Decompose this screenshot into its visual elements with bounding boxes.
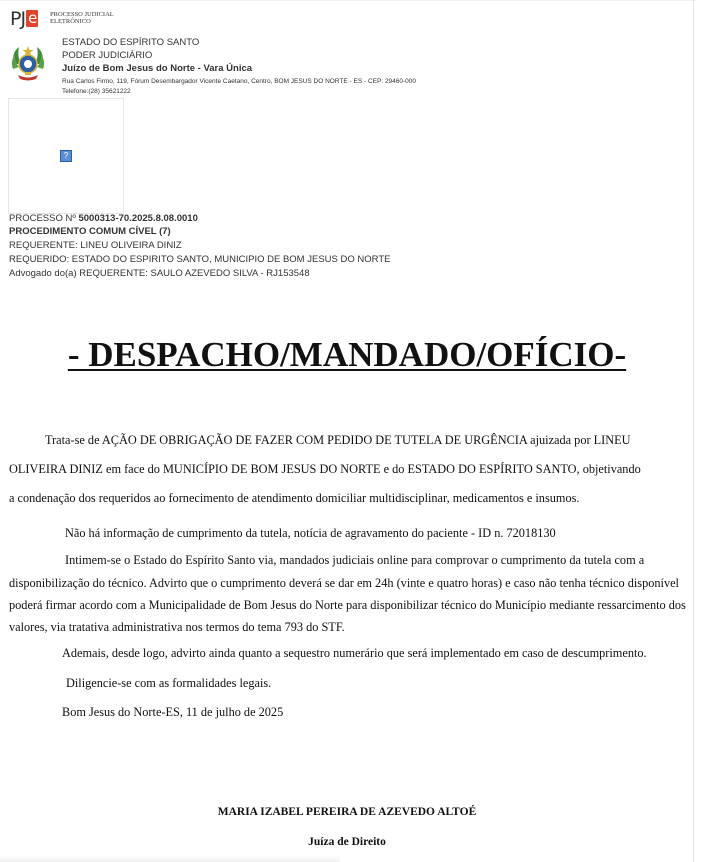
paragraph-2: Não há informação de cumprimento da tutela, notícia de agravamento do paciente - ID n. 72018130 <box>65 526 556 540</box>
place-date: Bom Jesus do Norte-ES, 11 de julho de 2025 <box>62 705 284 719</box>
process-type: PROCEDIMENTO COMUM CÍVEL (7) <box>9 226 171 237</box>
paragraph-1-line-1: Trata-se de AÇÃO DE OBRIGAÇÃO DE FAZER COM PEDIDO DE TUTELA DE URGÊNCIA ajuizada por LINEU <box>45 433 631 447</box>
header-power: PODER JUDICIÁRIO <box>62 50 153 61</box>
pje-subtitle-line2: ELETRÔNICO <box>50 18 91 25</box>
document-title-text: - DESPACHO/MANDADO/OFÍCIO- <box>67 335 627 374</box>
header-court: Juízo de Bom Jesus do Norte - Vara Única <box>62 63 253 74</box>
broken-image-icon: ? <box>60 150 72 162</box>
pje-subtitle-line1: PROCESSO JUDICIAL <box>50 11 114 18</box>
coat-of-arms-icon <box>9 43 47 83</box>
pje-logo <box>10 9 38 29</box>
pje-logo-subtitle <box>50 11 114 25</box>
paragraph-3-line-4: valores, via tratativa administrativa nos termos do tema 793 do STF. <box>9 620 345 634</box>
pje-logo-e: e <box>28 9 37 27</box>
process-requerido: REQUERIDO: ESTADO DO ESPIRITO SANTO, MUNICIPIO DE BOM JESUS DO NORTE <box>9 254 391 265</box>
header-phone: Telefone:(28) 35621222 <box>62 88 131 95</box>
paragraph-1-line-2: OLIVEIRA DINIZ em face do MUNICÍPIO DE BOM JESUS DO NORTE e do ESTADO DO ESPÍRITO SANTO, objetivando <box>9 462 641 476</box>
page-right-edge <box>693 0 694 862</box>
paragraph-5: Diligencie-se com as formalidades legais. <box>66 676 272 690</box>
header-state: ESTADO DO ESPÍRITO SANTO <box>62 37 200 48</box>
document-title <box>0 335 694 375</box>
process-advogado: Advogado do(a) REQUERENTE: SAULO AZEVEDO SILVA - RJ153548 <box>9 268 310 279</box>
page-top-border <box>0 0 696 1</box>
paragraph-3-line-1: Intimem-se o Estado do Espírito Santo via, mandados judiciais online para comprovar o cumprimento da tutela com a <box>65 553 645 567</box>
pje-logo-pj: PJ <box>10 8 26 30</box>
paragraph-3-line-2: disponibilização do técnico. Advirto que o cumprimento deverá se dar em 24h (vinte e quatro horas) e caso não tenha técnico disponível <box>9 576 679 590</box>
process-requerente: REQUERENTE: LINEU OLIVEIRA DINIZ <box>9 240 182 251</box>
header-address: Rua Carlos Firmo, 119, Fórum Desembargador Vicente Caetano, Centro, BOM JESUS DO NORTE - ES - CEP: 29460-000 <box>62 78 417 85</box>
page-bottom-strip <box>0 855 340 862</box>
process-number <box>9 213 198 225</box>
signature-name: MARIA IZABEL PEREIRA DE AZEVEDO ALTOÉ <box>217 806 477 818</box>
paragraph-4: Ademais, desde logo, advirto ainda quanto a sequestro numerário que será implementado em caso de descumprimento. <box>62 646 647 660</box>
paragraph-3-line-3: poderá firmar acordo com a Municipalidade de Bom Jesus do Norte para disponibilizar técnico do Município mediante ressarcimento dos <box>9 598 686 612</box>
signature-role: Juíza de Direito <box>308 836 386 848</box>
process-number-label: PROCESSO Nº <box>9 213 76 224</box>
paragraph-1-line-3: a condenação dos requeridos ao fornecimento de atendimento domiciliar multidisciplinar, medicamentos e insumos. <box>9 491 580 505</box>
process-number-value: 5000313-70.2025.8.08.0010 <box>78 213 198 224</box>
